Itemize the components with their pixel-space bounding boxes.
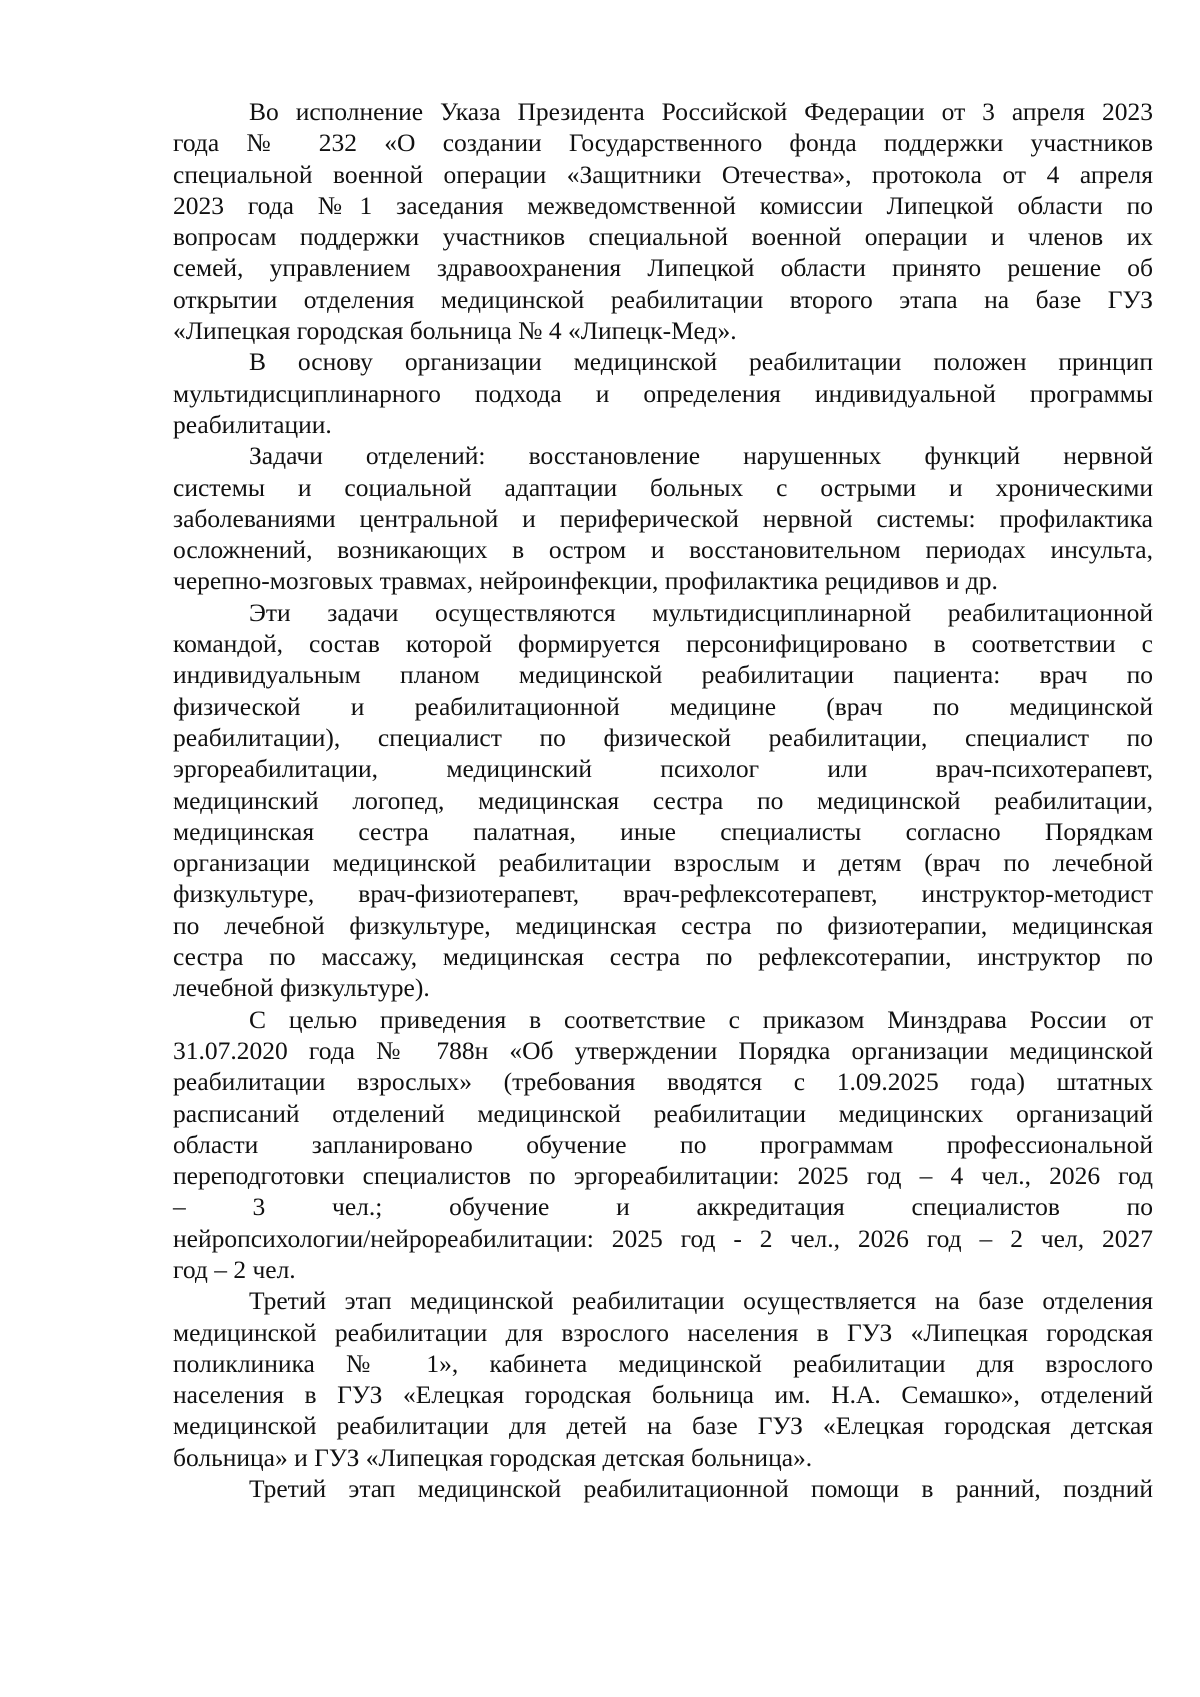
text-line: медицинская сестра палатная, иные специалисты согласно Порядкам xyxy=(173,816,1153,846)
text-line: черепно-мозговых травмах, нейроинфекции, профилактика рецидивов и др. xyxy=(173,566,998,596)
text-line: организации медицинской реабилитации взрослым и детям (врач по лечебной xyxy=(173,848,1153,878)
text-line: семей, управлением здравоохранения Липецкой области принято решение об xyxy=(173,253,1153,283)
paragraph-principle xyxy=(173,346,1153,440)
text-line: специальной военной операции «Защитники Отечества», протокола от 4 апреля xyxy=(173,159,1153,189)
text-line: Третий этап медицинской реабилитации осуществляется на базе отделения xyxy=(249,1286,1153,1316)
text-line: больница» и ГУЗ «Липецкая городская детская больница». xyxy=(173,1442,813,1472)
text-line: физкультуре, врач-физиотерапевт, врач-рефлексотерапевт, инструктор-методист xyxy=(173,879,1153,909)
text-line: реабилитации. xyxy=(173,409,332,439)
text-line: С целью приведения в соответствие с приказом Минздрава России от xyxy=(249,1004,1153,1034)
text-line: индивидуальным планом медицинской реабилитации пациента: врач по xyxy=(173,660,1153,690)
text-line: Задачи отделений: восстановление нарушенных функций нервной xyxy=(249,441,1153,471)
paragraph-team xyxy=(173,597,1153,1004)
paragraph-third-stage xyxy=(173,1285,1153,1473)
text-line: открытии отделения медицинской реабилитации второго этапа на базе ГУЗ xyxy=(173,284,1153,314)
paragraph-training xyxy=(173,1004,1153,1286)
text-line: физической и реабилитационной медицине (врач по медицинской xyxy=(173,691,1153,721)
text-line: системы и социальной адаптации больных с острыми и хроническими xyxy=(173,472,1153,502)
text-line: реабилитации), специалист по физической реабилитации, специалист по xyxy=(173,722,1153,752)
text-line: В основу организации медицинской реабилитации положен принцип xyxy=(249,347,1153,377)
text-line: поликлиника № 1», кабинета медицинской реабилитации для взрослого xyxy=(173,1348,1153,1378)
text-line: лечебной физкультуре). xyxy=(173,973,430,1003)
document-body xyxy=(173,96,1153,1504)
text-line: года № 232 «О создании Государственного фонда поддержки участников xyxy=(173,128,1153,158)
text-line: области запланировано обучение по программам профессиональной xyxy=(173,1129,1153,1159)
text-line: заболеваниями центральной и периферической нервной системы: профилактика xyxy=(173,503,1153,533)
paragraph-tasks xyxy=(173,440,1153,596)
text-line: мультидисциплинарного подхода и определения индивидуальной программы xyxy=(173,378,1153,408)
text-line: реабилитации взрослых» (требования вводятся с 1.09.2025 года) штатных xyxy=(173,1067,1153,1097)
text-line: вопросам поддержки участников специальной военной операции и членов их xyxy=(173,222,1153,252)
paragraph-decree-execution xyxy=(173,96,1153,346)
text-line: 2023 года №1 заседания межведомственной комиссии Липецкой области по xyxy=(173,190,1153,220)
text-line: Третий этап медицинской реабилитационной помощи в ранний, поздний xyxy=(249,1474,1153,1504)
text-line: 31.07.2020 года № 788н «Об утверждении Порядка организации медицинской xyxy=(173,1035,1153,1065)
text-line: населения в ГУЗ «Елецкая городская больница им. Н.А. Семашко», отделений xyxy=(173,1380,1153,1410)
text-line: Эти задачи осуществляются мультидисциплинарной реабилитационной xyxy=(249,597,1153,627)
text-line: расписаний отделений медицинской реабилитации медицинских организаций xyxy=(173,1098,1153,1128)
text-line: сестра по массажу, медицинская сестра по рефлексотерапии, инструктор по xyxy=(173,942,1153,972)
paragraph-third-stage-help xyxy=(173,1473,1153,1504)
text-line: «Липецкая городская больница № 4 «Липецк-Мед». xyxy=(173,316,737,346)
text-line: год – 2 чел. xyxy=(173,1254,296,1284)
text-line: медицинский логопед, медицинская сестра по медицинской реабилитации, xyxy=(173,785,1153,815)
text-line: командой, состав которой формируется персонифицировано в соответствии с xyxy=(173,629,1153,659)
text-line: медицинской реабилитации для взрослого населения в ГУЗ «Липецкая городская xyxy=(173,1317,1153,1347)
text-line: нейропсихологии/нейрореабилитации: 2025 год - 2 чел., 2026 год – 2 чел, 2027 xyxy=(173,1223,1153,1253)
text-line: осложнений, возникающих в остром и восстановительном периодах инсульта, xyxy=(173,535,1153,565)
text-line: – 3 чел.; обучение и аккредитация специалистов по xyxy=(173,1192,1153,1222)
text-line: переподготовки специалистов по эргореабилитации: 2025 год – 4 чел., 2026 год xyxy=(173,1161,1153,1191)
text-line: эргореабилитации, медицинский психолог или врач-психотерапевт, xyxy=(173,754,1153,784)
text-line: медицинской реабилитации для детей на базе ГУЗ «Елецкая городская детская xyxy=(173,1411,1153,1441)
text-line: по лечебной физкультуре, медицинская сестра по физиотерапии, медицинская xyxy=(173,910,1153,940)
text-line: Во исполнение Указа Президента Российской Федерации от 3 апреля 2023 xyxy=(249,97,1153,126)
